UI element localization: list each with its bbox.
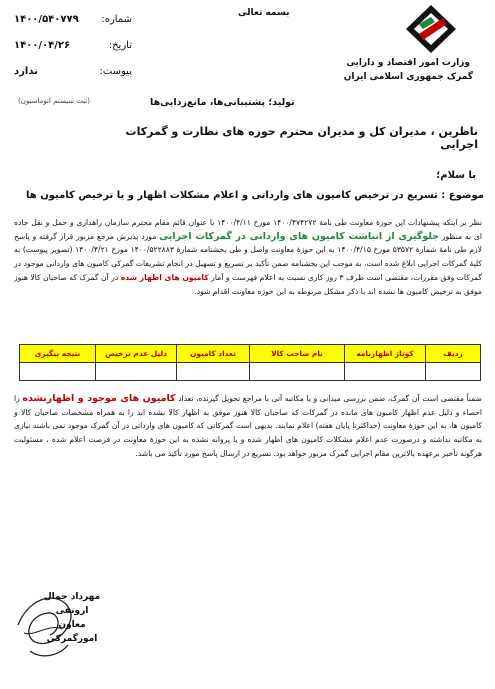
col-result: نتیجه پیگیری <box>20 345 96 363</box>
table-cell <box>177 363 250 381</box>
subject-line <box>14 188 484 203</box>
attachment-label: پیوست: <box>99 66 132 77</box>
table-header-row <box>20 345 481 363</box>
report-table <box>19 344 481 381</box>
p1-text-a: نظر بر اینکه پیشنهادات این حوزهٔ معاونت طی نامهٔ ۱۴۰۰/۴۷۴۲۷۲ مورخ ۱۴۰۰/۴/۱۱ با عنوان قائم مقام محترم سازمان راهداری و حمل و نقل جاده ای به منظور <box>14 218 483 241</box>
attachment-value: ندارد <box>14 66 38 77</box>
p1-highlight-red: کامیون های اظهار شده <box>120 272 209 282</box>
table-cell <box>96 363 177 381</box>
org-ministry: وزارت امور اقتصاد و دارایی <box>346 58 470 68</box>
number-value: ۱۴۰۰/۵۴۰۷۷۹ <box>14 14 79 25</box>
customs-logo <box>405 4 457 54</box>
table-cell <box>426 363 481 381</box>
col-trucks: تعداد کامیون <box>177 345 250 363</box>
table-cell <box>250 363 345 381</box>
slogan: تولید؛ پشتیبانی‌ها، مانع‌زدایی‌ها <box>150 97 295 108</box>
bismillah: بسمه تعالی <box>238 8 290 18</box>
date-value: ۱۴۰۰/۰۴/۲۶ <box>14 40 71 51</box>
addressee: ناظرین ، مدیران کل و مدیران محترم حوزه های نظارت و گمرکات اجرایی <box>125 125 478 151</box>
letter-number <box>14 14 132 25</box>
date-label: تاریخ: <box>108 40 132 51</box>
p2-text-a: ضمناً مقتضی است آن گمرک، ضمن بررسی میدانی و یا مکاتبه آتی با مراجع تحویل گیرنده، تعداد <box>178 394 482 403</box>
p1-text-c: در آن گمرک که صاحبان کالا هنوز موفق به ترخیص کامیون ها نشده اند با ذکر مشکل مربوطه به این حوزه معاونت اقدام شود. <box>14 272 482 296</box>
col-declaration: کوتاژ اظهارنامه <box>345 345 426 363</box>
paragraph-1 <box>14 216 482 334</box>
letter-date <box>14 40 132 51</box>
p1-text-b: مورد پذیرش مرجع مزبور قرار گرفته و پاسخ لازم طی نامهٔ شمارهٔ ۵۳۵۷۲ مورخ ۱۴۰۰/۴/۱۵ به این حوزهٔ معاونت واصل و طی بخشنامه شمارهٔ ۱۴۰۰/۵۲۲۸۸۳ مورخ ۱۴۰۰/۴/۲۱ (تصویر پیوست) به کلیهٔ گمرکات اجرایی ابلاغ شده است، به موجب این بخشنامه ضمن تأکید بر تسریع و تسهیل در انجام تشریفات گمرکی کامیون های وارداتی موجود در گمرکات وفق مقررات، مقتضی است ظرف ۳ روز کاری نسبت به اعلام فهرست و آمار <box>14 231 483 282</box>
greeting: با سلام؛ <box>436 170 476 181</box>
subject-label: موضوع : <box>441 190 484 201</box>
col-row: ردیف <box>426 345 481 363</box>
org-customs: گمرک جمهوری اسلامی ایران <box>343 72 473 82</box>
subject-text: تسریع در ترخیص کامیون های وارداتی و اعلام مشکلات اظهار و یا ترخیص کامیون ها <box>26 190 438 201</box>
table-cell <box>20 363 96 381</box>
number-label: شماره: <box>101 14 132 25</box>
table-cell <box>345 363 426 381</box>
p2-text-b: را احصاء و دلیل عدم اظهار کامیون های مانده در گمرکات که صاحبان کالا هنوز موفق به اظهار کالا نشده اند را به همراه مشخصات صاحبان کالا و کامیون ها، به این حوزهٔ معاونت (حداکثرتا پایان هفته) اعلام نمایند. بدیهی است گمرکاتی که کامیون های وارداتی در آن گمرک موجود نمی باشند نیازی به مکاتبه نداشته و درصورت عدم اعلام مشکلات کامیون های اظهار شده و یا پروانه نشده به این حوزهٔ معاونت در فرصت اعلام شده ، مسئولیت هرگونه تأخیر برعهده بالاترین مقام اجرایی گمرک مزبور خواهد بود. تسریع در ارسال پاسخ مورد تأکید می باشد. <box>14 394 482 458</box>
table-row <box>20 363 481 381</box>
paragraph-2 <box>14 392 482 542</box>
p2-highlight-red: کامیون های موجود و اظهارنشده <box>22 393 176 404</box>
signer-title: معاون امورگمرکی <box>46 620 98 644</box>
p1-highlight-green: جلوگیری از انباشت کامیون های وارداتی در گمرکات اجرایی <box>159 230 440 242</box>
col-reason: دلیل عدم ترخیص <box>96 345 177 363</box>
system-note: (ثبت سیستم اتوماسیون) <box>18 97 90 105</box>
signature-block <box>32 590 112 646</box>
col-owner: نام صاحب کالا <box>250 345 345 363</box>
signer-name: مهرداد جمال ارونقی <box>43 592 101 616</box>
letter-attachment <box>14 66 132 77</box>
